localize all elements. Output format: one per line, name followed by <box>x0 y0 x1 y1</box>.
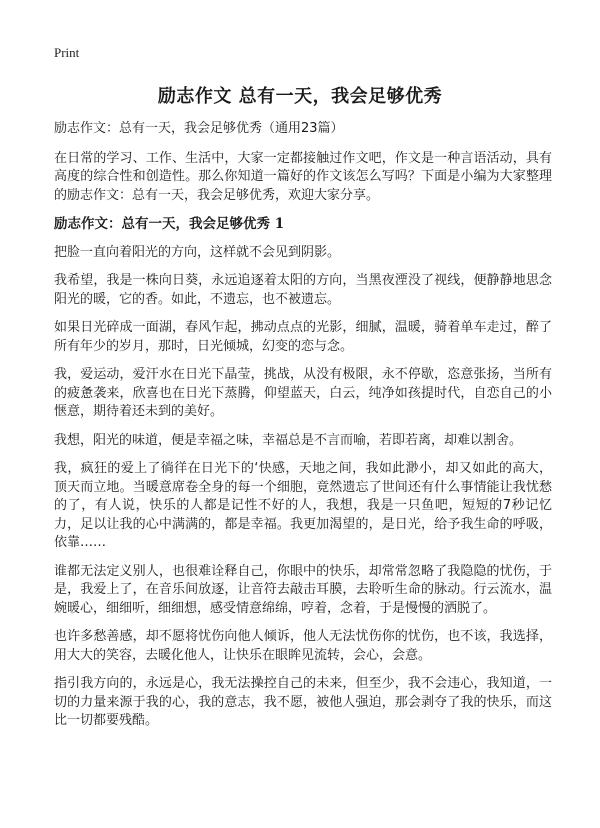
paragraph-1: 把脸一直向着阳光的方向，这样就不会见到阴影。 <box>54 244 341 260</box>
page-title: 励志作文 总有一天，我会足够优秀 <box>157 86 443 107</box>
paragraph-2: 我希望，我是一株向日葵，永远追逐着太阳的方向，当黑夜湮没了视线，便静静地思念阳光的暖，它的香。如此，不遗忘，也不被遗忘。 <box>54 273 552 307</box>
paragraph-4: 我，爱运动，爱汗水在日光下晶莹，挑战，从没有极限，永不停歇，恣意张扬，当所有的疲惫袭来，欣喜也在日光下蒸腾，仰望蓝天，白云，纯净如孩提时代，自恋自己的小惬意，期待着还未到的美好。 <box>54 367 552 419</box>
intro-paragraph: 在日常的学习、工作、生活中，大家一定都接触过作文吧，作文是一种言语活动，具有高度的综合性和创造性。那么你知道一篇好的作文该怎么写吗？下面是小编为大家整理的励志作文：总有一天，我会足够优秀，欢迎大家分享。 <box>54 150 552 203</box>
paragraph-7: 谁都无法定义别人，也很难诠释自己，你眼中的快乐，却常常忽略了我隐隐的忧伤，于是，我爱上了，在音乐间放逐，让音符去敲击耳膜，去聆听生命的脉动。行云流水，温婉暖心，细细听，细细想，感受情意绵绵，哼着，念着，于是慢慢的洒脱了。 <box>54 563 552 616</box>
paragraph-9: 指引我方向的，永远是心，我无法操控自己的未来，但至少，我不会违心，我知道，一切的力量来源于我的心，我的意志，我不愿，被他人强迫，那会剥夺了我的快乐，而这比一切都要残酷。 <box>54 676 552 728</box>
section-heading: 励志作文：总有一天，我会足够优秀 1 <box>54 216 285 232</box>
paragraph-8: 也许多愁善感，却不愿将忧伤向他人倾诉，他人无法忧伤你的忧伤，也不该，我选择，用大大的笑容，去暖化他人，让快乐在眼眸见流转，会心，会意。 <box>54 629 552 663</box>
paragraph-3: 如果日光碎成一面湖，春风乍起，拂动点点的光影，细腻，温暖，骑着单车走过，醉了所有年少的岁月，那时，日光倾城，幻变的恋与念。 <box>54 320 552 354</box>
article-subtitle: 励志作文：总有一天，我会足够优秀（通用23篇） <box>54 121 344 136</box>
article-body <box>54 120 552 741</box>
print-label: Print <box>54 45 80 60</box>
paragraph-5: 我想，阳光的味道，便是幸福之味，幸福总是不言而喻，若即若离，却难以割舍。 <box>54 432 523 448</box>
paragraph-6: 我，疯狂的爱上了徜徉在日光下的‘快感，天地之间，我如此渺小，却又如此的高大，顶天而立地。当暖意席卷全身的每一个细胞，竟然遗忘了世间还有什么事情能让我忧愁的了，有人说，快乐的人都是记性不好的人，我想，我是一只鱼吧，短短的7秒记忆力，足以让我的心中满满的，都是幸福。我更加渴望的，是日光，给予我生命的呼吸，依靠…… <box>54 461 552 550</box>
